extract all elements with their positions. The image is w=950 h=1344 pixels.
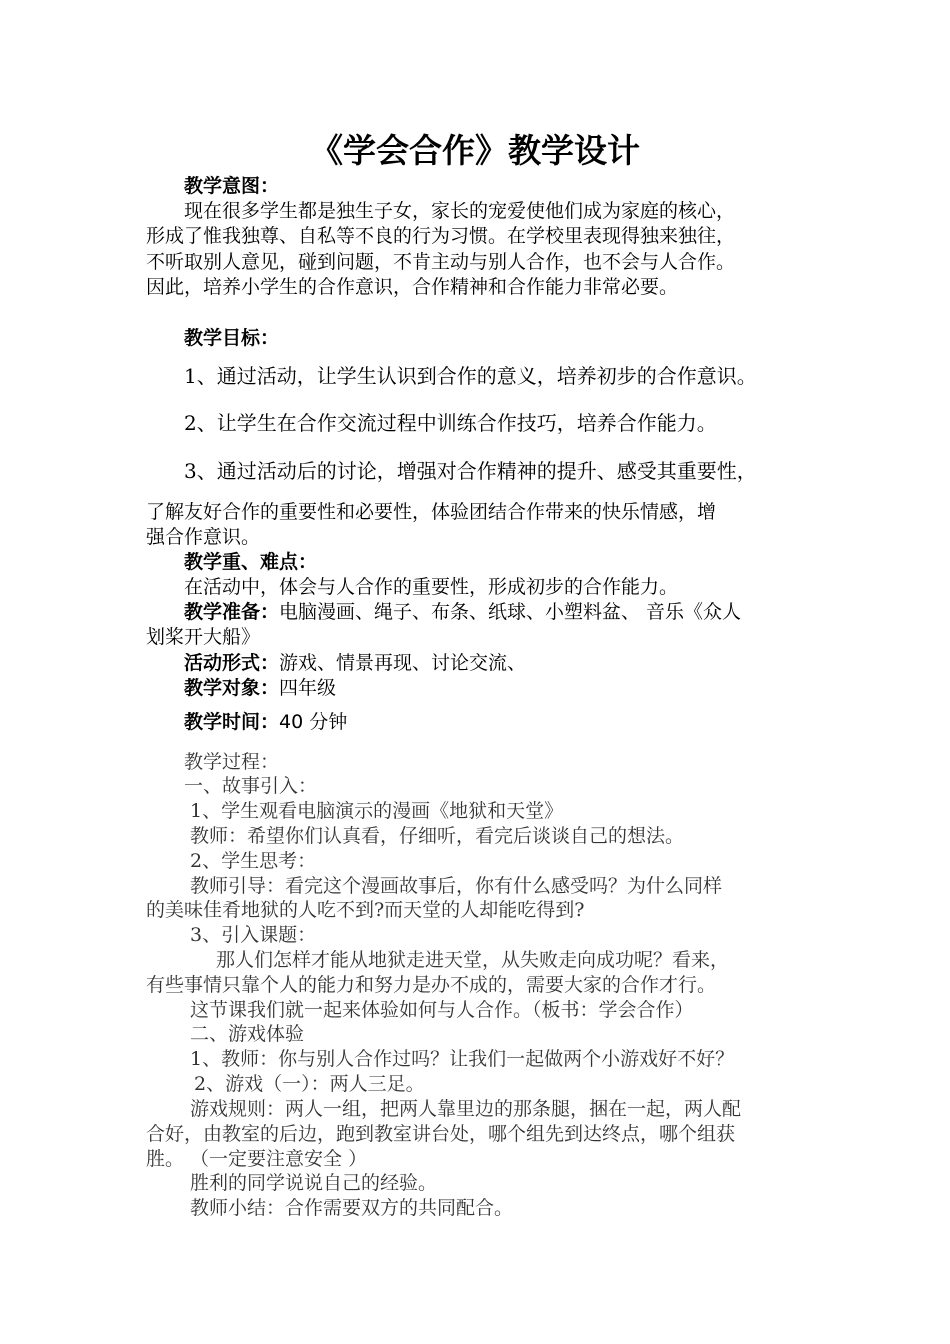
form-label: 活动形式： (184, 652, 280, 674)
process-intro-line-2: 有些事情只靠个人的能力和努力是办不成的，需要大家的合作才行。 (146, 974, 717, 996)
document-title: 《学会合作》教学设计 (310, 131, 640, 170)
process-step-1-3: 3、引入课题： (190, 924, 317, 946)
process-teacher-1: 教师：希望你们认真看，仔细听，看完后谈谈自己的想法。 (190, 825, 685, 847)
goal-2: 2、让学生在合作交流过程中训练合作技巧，培养合作能力。 (184, 411, 717, 435)
process-guide-line-1: 教师引导：看完这个漫画故事后，你有什么感受吗？为什么同样 (190, 875, 723, 897)
process-heading: 教学过程： (184, 751, 280, 773)
process-rules-line-3: 胜。 （一定要注意安全 ） (146, 1148, 368, 1170)
process-step-1-1: 1、学生观看电脑演示的漫画《地狱和天堂》 (190, 800, 564, 822)
intent-line-1: 现在很多学生都是独生子女，家长的宠爱使他们成为家庭的核心， (184, 200, 736, 222)
form-line (146, 651, 864, 675)
target-label: 教学对象： (184, 677, 280, 699)
process-intro-line-1: 那人们怎样才能从地狱走进天堂，从失败走向成功呢？看来， (216, 949, 730, 971)
process-section-2: 二、游戏体验 (190, 1023, 305, 1045)
process-winners: 胜利的同学说说自己的经验。 (190, 1172, 438, 1194)
intent-heading-text: 教学意图： (184, 175, 280, 197)
goal-3-line-3: 强合作意识。 (146, 526, 261, 548)
process-rules-line-1: 游戏规则：两人一组，把两人靠里边的那条腿，捆在一起，两人配 (190, 1098, 742, 1120)
time-label: 教学时间： (184, 711, 280, 733)
time-text: 40 分钟 (279, 711, 348, 733)
intent-line-3: 不听取别人意见，碰到问题，不肯主动与别人合作，也不会与人合作。 (146, 251, 736, 273)
process-board-line: 这节课我们就一起来体验如何与人合作。（板书：学会合作） (190, 999, 694, 1021)
process-summary: 教师小结：合作需要双方的共同配合。 (190, 1197, 514, 1219)
key-heading (146, 550, 864, 574)
prep-line-2: 划桨开大船》 (146, 626, 261, 648)
intent-line-2: 形成了惟我独尊、自私等不良的行为习惯。在学校里表现得独来独往， (146, 225, 736, 247)
process-rules-line-2: 合好，由教室的后边，跑到教室讲台处，哪个组先到达终点，哪个组获 (146, 1123, 736, 1145)
intent-line-4: 因此，培养小学生的合作意识，合作精神和合作能力非常必要。 (146, 276, 679, 298)
time-line (146, 710, 864, 734)
target-text: 四年级 (279, 677, 337, 699)
target-line (146, 676, 864, 700)
key-text: 在活动中，体会与人合作的重要性，形成初步的合作能力。 (184, 576, 679, 598)
process-game-1: 2、游戏（一）：两人三足。 (194, 1073, 425, 1095)
process-guide-line-2: 的美味佳肴地狱的人吃不到?而天堂的人却能吃得到? (146, 899, 585, 921)
form-text: 游戏、情景再现、讨论交流、 (279, 652, 527, 674)
process-step-2-1: 1、教师：你与别人合作过吗？让我们一起做两个小游戏好不好？ (190, 1048, 735, 1070)
goal-3-line-1: 3、通过活动后的讨论，增强对合作精神的提升、感受其重要性， (184, 459, 757, 483)
prep-label: 教学准备： (184, 601, 280, 623)
prep-text: 电脑漫画、绳子、布条、纸球、小塑料盆、 音乐《众人 (279, 601, 742, 623)
goals-heading (146, 326, 864, 350)
prep-line-1 (146, 600, 864, 624)
process-step-1-2: 2、学生思考： (190, 850, 317, 872)
process-section-1: 一、故事引入： (184, 775, 318, 797)
goal-1: 1、通过活动，让学生认识到合作的意义，培养初步的合作意识。 (184, 364, 757, 388)
goal-3-line-2: 了解友好合作的重要性和必要性，体验团结合作带来的快乐情感，增 (146, 501, 717, 523)
key-heading-text: 教学重、难点： (184, 551, 318, 573)
goals-heading-text: 教学目标： (184, 327, 280, 349)
intent-heading (146, 174, 864, 198)
